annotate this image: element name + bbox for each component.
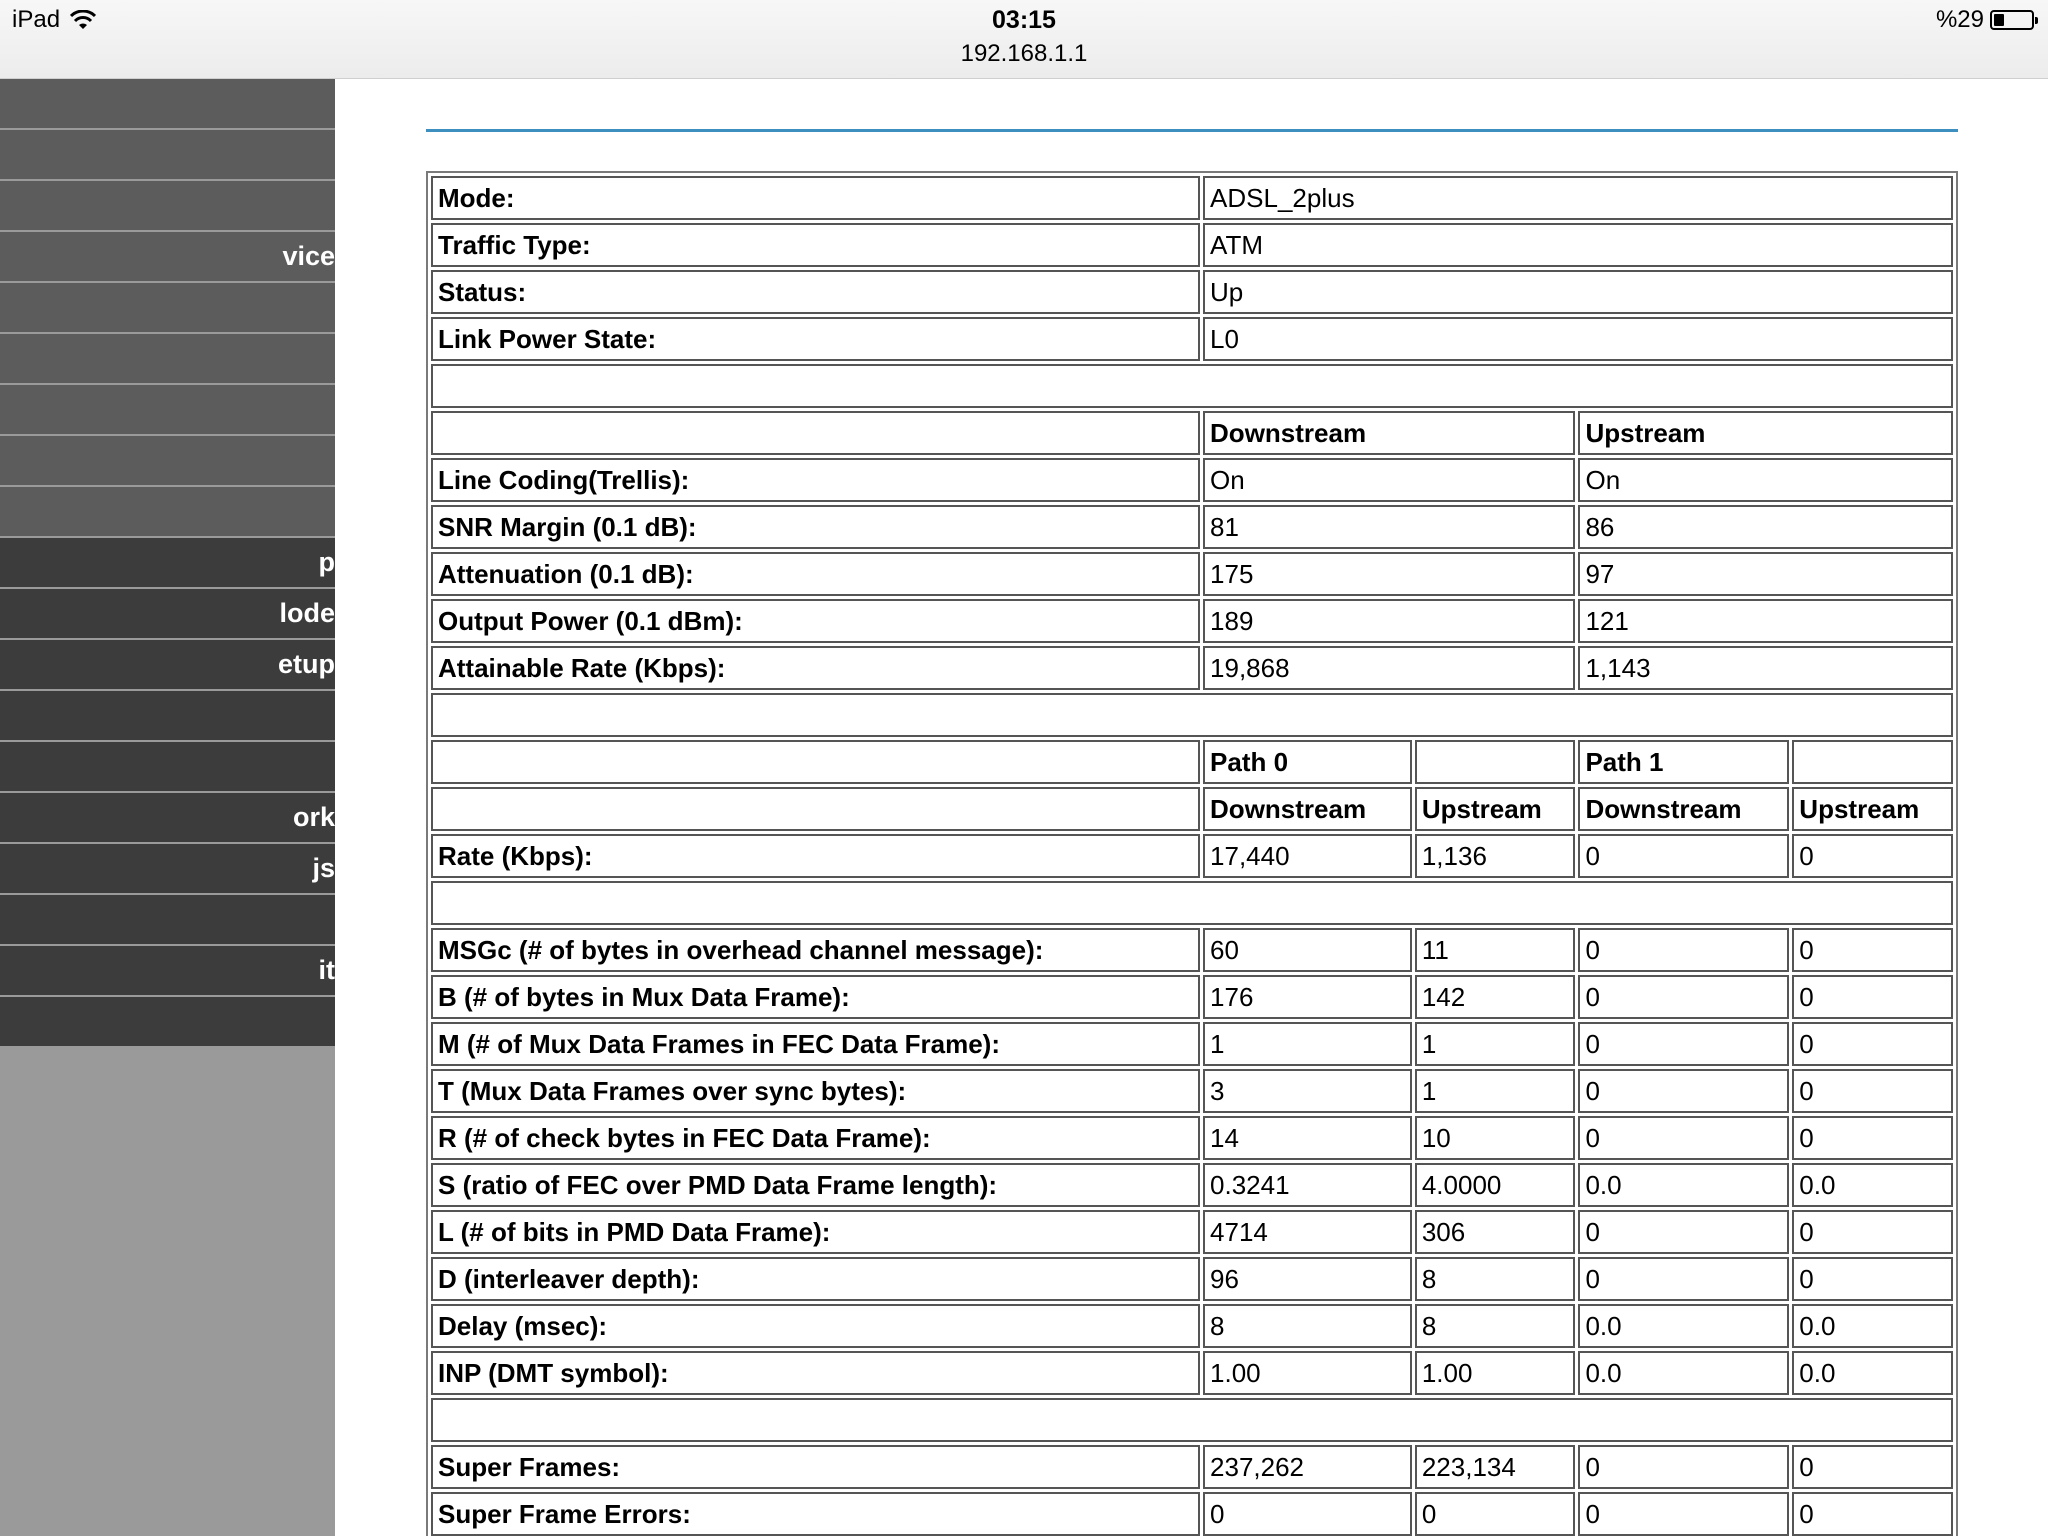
spacer-cell <box>431 364 1953 408</box>
line-stats-header <box>431 411 1953 455</box>
line-stats-row <box>431 646 1953 690</box>
param-value: 8 <box>1415 1304 1576 1348</box>
frame-value: 0 <box>1203 1492 1412 1536</box>
path-header <box>1792 740 1953 784</box>
address-bar-url[interactable]: 192.168.1.1 <box>960 40 1088 67</box>
spacer-cell <box>431 693 1953 737</box>
sidebar-item[interactable] <box>0 334 335 383</box>
sidebar-nav <box>0 79 335 1536</box>
param-value: 3 <box>1203 1069 1412 1113</box>
row-label: B (# of bytes in Mux Data Frame): <box>431 975 1200 1019</box>
row-label: Traffic Type: <box>431 223 1200 267</box>
row-label: Output Power (0.1 dBm): <box>431 599 1200 643</box>
row-label: Delay (msec): <box>431 1304 1200 1348</box>
row-label: INP (DMT symbol): <box>431 1351 1200 1395</box>
row-label: L (# of bits in PMD Data Frame): <box>431 1210 1200 1254</box>
param-value: 1 <box>1203 1022 1412 1066</box>
sidebar-item[interactable] <box>0 997 335 1046</box>
frame-value: 0 <box>1415 1492 1576 1536</box>
path-header: Path 0 <box>1203 740 1412 784</box>
direction-header: Upstream <box>1415 787 1576 831</box>
rate-value: 17,440 <box>1203 834 1412 878</box>
sidebar-item[interactable] <box>0 589 335 638</box>
line-stats-row <box>431 458 1953 502</box>
status-bar <box>0 0 2048 79</box>
direction-header: Downstream <box>1578 787 1789 831</box>
param-value: 1 <box>1415 1069 1576 1113</box>
sidebar-item[interactable] <box>0 844 335 893</box>
sidebar-item[interactable] <box>0 385 335 434</box>
row-label: Super Frame Errors: <box>431 1492 1200 1536</box>
upstream-value: 121 <box>1578 599 1953 643</box>
row-label: M (# of Mux Data Frames in FEC Data Frame): <box>431 1022 1200 1066</box>
param-row <box>431 975 1953 1019</box>
clock: 03:15 <box>992 6 1056 34</box>
path-header <box>1415 740 1576 784</box>
param-row <box>431 928 1953 972</box>
info-row <box>431 317 1953 361</box>
direction-header: Upstream <box>1792 787 1953 831</box>
downstream-header: Downstream <box>1203 411 1575 455</box>
downstream-value: 175 <box>1203 552 1575 596</box>
header-divider <box>426 129 1958 132</box>
spacer-cell <box>431 1398 1953 1442</box>
sidebar-item[interactable] <box>0 436 335 485</box>
param-value: 11 <box>1415 928 1576 972</box>
param-row <box>431 1210 1953 1254</box>
param-value: 0.0 <box>1578 1163 1789 1207</box>
sidebar-item-label: etup <box>278 649 335 679</box>
param-row <box>431 1069 1953 1113</box>
sidebar-item-label: ork <box>292 802 335 832</box>
sidebar-item[interactable] <box>0 283 335 332</box>
rate-value: 0 <box>1578 834 1789 878</box>
downstream-value: 81 <box>1203 505 1575 549</box>
sidebar-item-label: lode <box>279 598 335 628</box>
battery-icon <box>1990 10 2034 30</box>
row-label: Link Power State: <box>431 317 1200 361</box>
sidebar-item-label: p <box>318 547 335 577</box>
sidebar-item-label: it <box>318 955 335 985</box>
battery-fill <box>1994 14 2004 26</box>
spacer-row <box>431 881 1953 925</box>
spacer-row <box>431 364 1953 408</box>
status-right <box>1936 6 2034 34</box>
empty-header-cell <box>431 740 1200 784</box>
row-label: D (interleaver depth): <box>431 1257 1200 1301</box>
param-value: 8 <box>1203 1304 1412 1348</box>
param-row <box>431 1304 1953 1348</box>
sidebar-item[interactable] <box>0 691 335 740</box>
sidebar-item[interactable] <box>0 946 335 995</box>
rate-row <box>431 834 1953 878</box>
info-row <box>431 270 1953 314</box>
sidebar-item[interactable] <box>0 181 335 230</box>
row-label: Status: <box>431 270 1200 314</box>
param-row <box>431 1257 1953 1301</box>
row-label: MSGc (# of bytes in overhead channel message): <box>431 928 1200 972</box>
sidebar-item[interactable] <box>0 793 335 842</box>
downstream-value: 19,868 <box>1203 646 1575 690</box>
spacer-row <box>431 1398 1953 1442</box>
param-value: 0 <box>1792 975 1953 1019</box>
frame-value: 223,134 <box>1415 1445 1576 1489</box>
param-value: 176 <box>1203 975 1412 1019</box>
empty-header-cell <box>431 787 1200 831</box>
param-value: 14 <box>1203 1116 1412 1160</box>
line-stats-row <box>431 505 1953 549</box>
row-label: T (Mux Data Frames over sync bytes): <box>431 1069 1200 1113</box>
sidebar-item[interactable] <box>0 130 335 179</box>
upstream-value: 97 <box>1578 552 1953 596</box>
path-header: Path 1 <box>1578 740 1789 784</box>
param-value: 0 <box>1578 1210 1789 1254</box>
frame-value: 0 <box>1578 1445 1789 1489</box>
param-value: 0.0 <box>1792 1163 1953 1207</box>
frame-value: 0 <box>1792 1445 1953 1489</box>
downstream-value: 189 <box>1203 599 1575 643</box>
param-value: 1 <box>1415 1022 1576 1066</box>
param-value: 142 <box>1415 975 1576 1019</box>
row-value: ADSL_2plus <box>1203 176 1953 220</box>
sidebar-item[interactable] <box>0 640 335 689</box>
dsl-status-table <box>426 171 1958 1536</box>
device-name: iPad <box>12 6 61 33</box>
upstream-value: 86 <box>1578 505 1953 549</box>
param-value: 10 <box>1415 1116 1576 1160</box>
sidebar-item-label: vice <box>282 241 335 271</box>
spacer-row <box>431 693 1953 737</box>
param-value: 0 <box>1792 928 1953 972</box>
sidebar-item[interactable] <box>0 895 335 944</box>
param-value: 60 <box>1203 928 1412 972</box>
param-value: 0 <box>1578 1022 1789 1066</box>
param-value: 0 <box>1578 1069 1789 1113</box>
row-value: L0 <box>1203 317 1953 361</box>
row-label: S (ratio of FEC over PMD Data Frame length): <box>431 1163 1200 1207</box>
param-value: 0 <box>1792 1210 1953 1254</box>
param-value: 96 <box>1203 1257 1412 1301</box>
param-value: 4.0000 <box>1415 1163 1576 1207</box>
empty-header-cell <box>431 411 1200 455</box>
param-value: 1.00 <box>1415 1351 1576 1395</box>
sidebar-item[interactable] <box>0 79 335 128</box>
path-header-row <box>431 740 1953 784</box>
direction-header-row <box>431 787 1953 831</box>
upstream-value: 1,143 <box>1578 646 1953 690</box>
param-value: 0 <box>1578 928 1789 972</box>
row-label: Attenuation (0.1 dB): <box>431 552 1200 596</box>
downstream-value: On <box>1203 458 1575 502</box>
param-value: 0 <box>1792 1257 1953 1301</box>
sidebar-item-label: js <box>312 853 335 883</box>
row-label: Attainable Rate (Kbps): <box>431 646 1200 690</box>
rate-value: 0 <box>1792 834 1953 878</box>
spacer-cell <box>431 881 1953 925</box>
battery-percent: %29 <box>1935 6 1984 33</box>
param-row <box>431 1022 1953 1066</box>
param-value: 0 <box>1578 975 1789 1019</box>
info-row <box>431 176 1953 220</box>
param-row <box>431 1351 1953 1395</box>
line-stats-row <box>431 552 1953 596</box>
param-value: 4714 <box>1203 1210 1412 1254</box>
direction-header: Downstream <box>1203 787 1412 831</box>
param-value: 0 <box>1792 1022 1953 1066</box>
frame-row <box>431 1445 1953 1489</box>
param-row <box>431 1163 1953 1207</box>
param-value: 8 <box>1415 1257 1576 1301</box>
info-row <box>431 223 1953 267</box>
sidebar-item[interactable] <box>0 742 335 791</box>
rate-value: 1,136 <box>1415 834 1576 878</box>
param-value: 0.3241 <box>1203 1163 1412 1207</box>
param-value: 1.00 <box>1203 1351 1412 1395</box>
param-value: 0.0 <box>1578 1304 1789 1348</box>
row-label: Line Coding(Trellis): <box>431 458 1200 502</box>
upstream-header: Upstream <box>1578 411 1953 455</box>
param-value: 0 <box>1578 1116 1789 1160</box>
param-value: 0.0 <box>1578 1351 1789 1395</box>
frame-value: 237,262 <box>1203 1445 1412 1489</box>
row-value: Up <box>1203 270 1953 314</box>
dsl-status-panel <box>426 171 1958 1536</box>
upstream-value: On <box>1578 458 1953 502</box>
line-stats-row <box>431 599 1953 643</box>
sidebar-item[interactable] <box>0 232 335 281</box>
sidebar-item[interactable] <box>0 538 335 587</box>
row-label: Super Frames: <box>431 1445 1200 1489</box>
param-value: 0 <box>1792 1069 1953 1113</box>
param-value: 0.0 <box>1792 1351 1953 1395</box>
param-value: 306 <box>1415 1210 1576 1254</box>
sidebar-item[interactable] <box>0 487 335 536</box>
param-value: 0.0 <box>1792 1304 1953 1348</box>
frame-row <box>431 1492 1953 1536</box>
row-label: Rate (Kbps): <box>431 834 1200 878</box>
row-label: R (# of check bytes in FEC Data Frame): <box>431 1116 1200 1160</box>
frame-value: 0 <box>1578 1492 1789 1536</box>
row-label: SNR Margin (0.1 dB): <box>431 505 1200 549</box>
param-row <box>431 1116 1953 1160</box>
row-value: ATM <box>1203 223 1953 267</box>
row-label: Mode: <box>431 176 1200 220</box>
param-value: 0 <box>1578 1257 1789 1301</box>
param-value: 0 <box>1792 1116 1953 1160</box>
frame-value: 0 <box>1792 1492 1953 1536</box>
